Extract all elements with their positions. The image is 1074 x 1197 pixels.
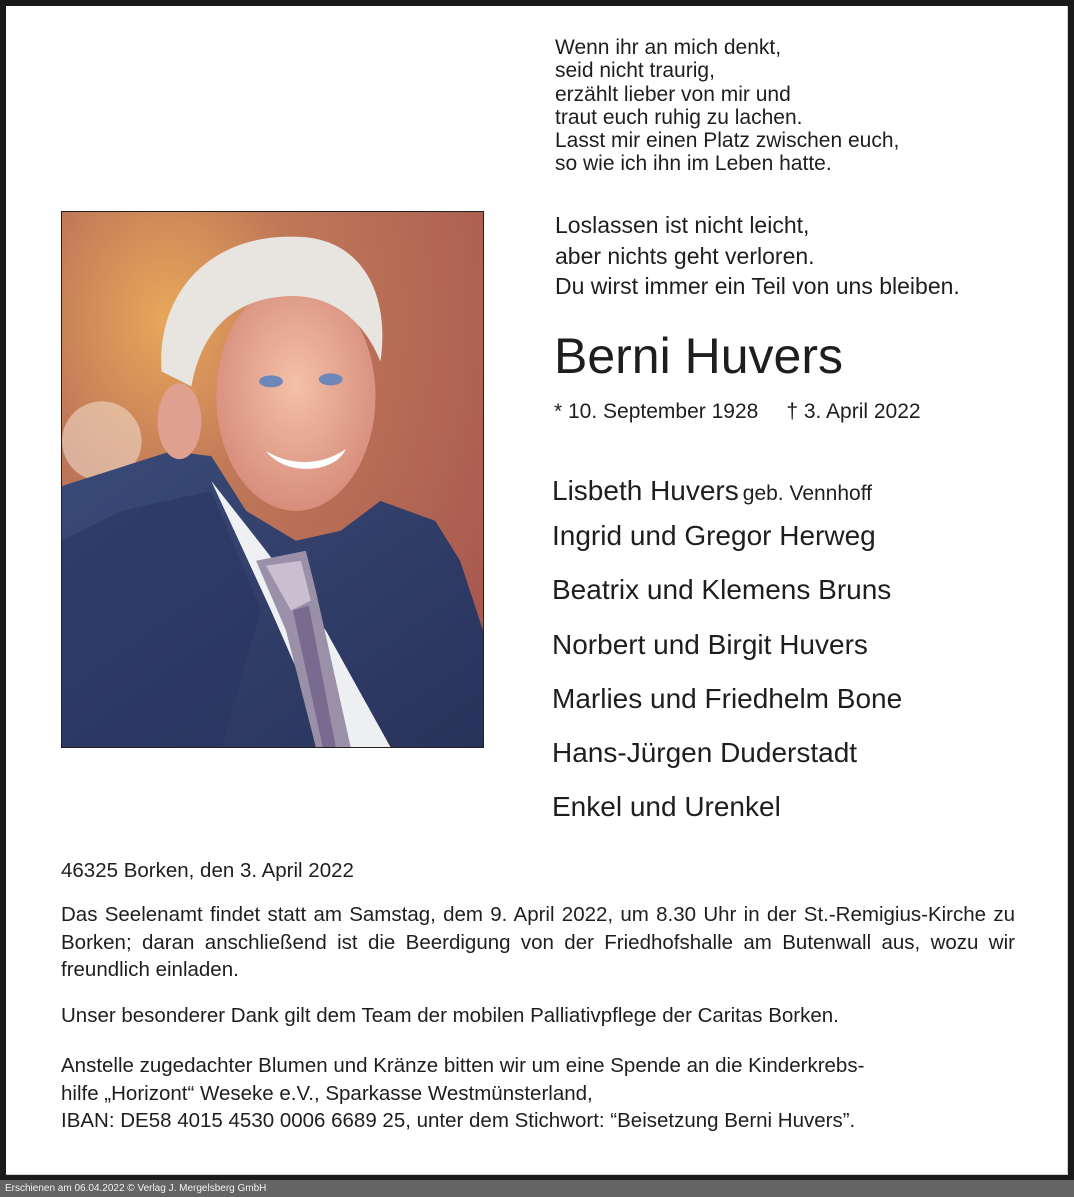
donation-line: hilfe „Horizont“ Weseke e.V., Sparkasse Westmünsterland, [61,1081,593,1105]
publication-footer: Erschienen am 06.04.2022 © Verlag J. Mergelsberg GmbH [0,1180,1074,1197]
donation-paragraph [61,1052,1015,1135]
poem-line: Du wirst immer ein Teil von uns bleiben. [555,273,960,299]
birth-date: * 10. September 1928 [554,400,759,423]
portrait-image [62,212,483,747]
mourner: Ingrid und Gregor Herweg [552,520,876,551]
mourner-maiden-name: geb. Vennhoff [742,482,873,505]
poem-top [555,36,899,176]
mourner: Enkel und Urenkel [552,791,781,823]
death-date: † 3. April 2022 [786,400,921,423]
deceased-name: Berni Huvers [554,328,843,384]
portrait-photo [61,211,484,748]
mourner: Hans-Jürgen Duderstadt [552,737,858,769]
mourners-list [552,472,902,843]
donation-line: Anstelle zugedachter Blumen und Kränze bitten wir um eine Spende an die Kinderkrebs- [61,1054,865,1077]
life-dates [554,398,921,426]
service-paragraph: Das Seelenamt findet statt am Samstag, dem 9. April 2022, um 8.30 Uhr in der St.-Remigius-Kirche zu Borken; daran anschließend ist die Beerdigung von der Friedhofshalle am Butenwall aus, wozu wir freundlich einladen. [61,903,1015,981]
mourner [552,472,902,517]
mourner-name: Lisbeth Huvers [552,475,739,506]
mourner: Beatrix und Klemens Bruns [552,574,892,606]
poem-line: Loslassen ist nicht leicht, [555,212,810,238]
poem-line: traut euch ruhig zu lachen. [555,105,803,129]
poem-line: aber nichts geht verloren. [555,242,815,269]
place-and-date: 46325 Borken, den 3. April 2022 [61,859,354,882]
mourner: Marlies und Friedhelm Bone [552,682,903,714]
poem-line: Lasst mir einen Platz zwischen euch, [555,129,900,153]
donation-line: IBAN: DE58 4015 4530 0006 6689 25, unter dem Stichwort: “Beisetzung Berni Huvers”. [61,1109,856,1132]
obituary-sheet [6,6,1068,1175]
poem-line: erzählt lieber von mir und [555,82,791,106]
poem-line: seid nicht traurig, [555,59,715,83]
mourner: Norbert und Birgit Huvers [552,628,868,660]
poem-line: Wenn ihr an mich denkt, [555,36,782,59]
thanks-paragraph: Unser besonderer Dank gilt dem Team der mobilen Palliativpflege der Caritas Borken. [61,1004,839,1027]
poem-bottom [555,210,960,302]
poem-line: so wie ich ihn im Leben hatte. [555,152,832,176]
